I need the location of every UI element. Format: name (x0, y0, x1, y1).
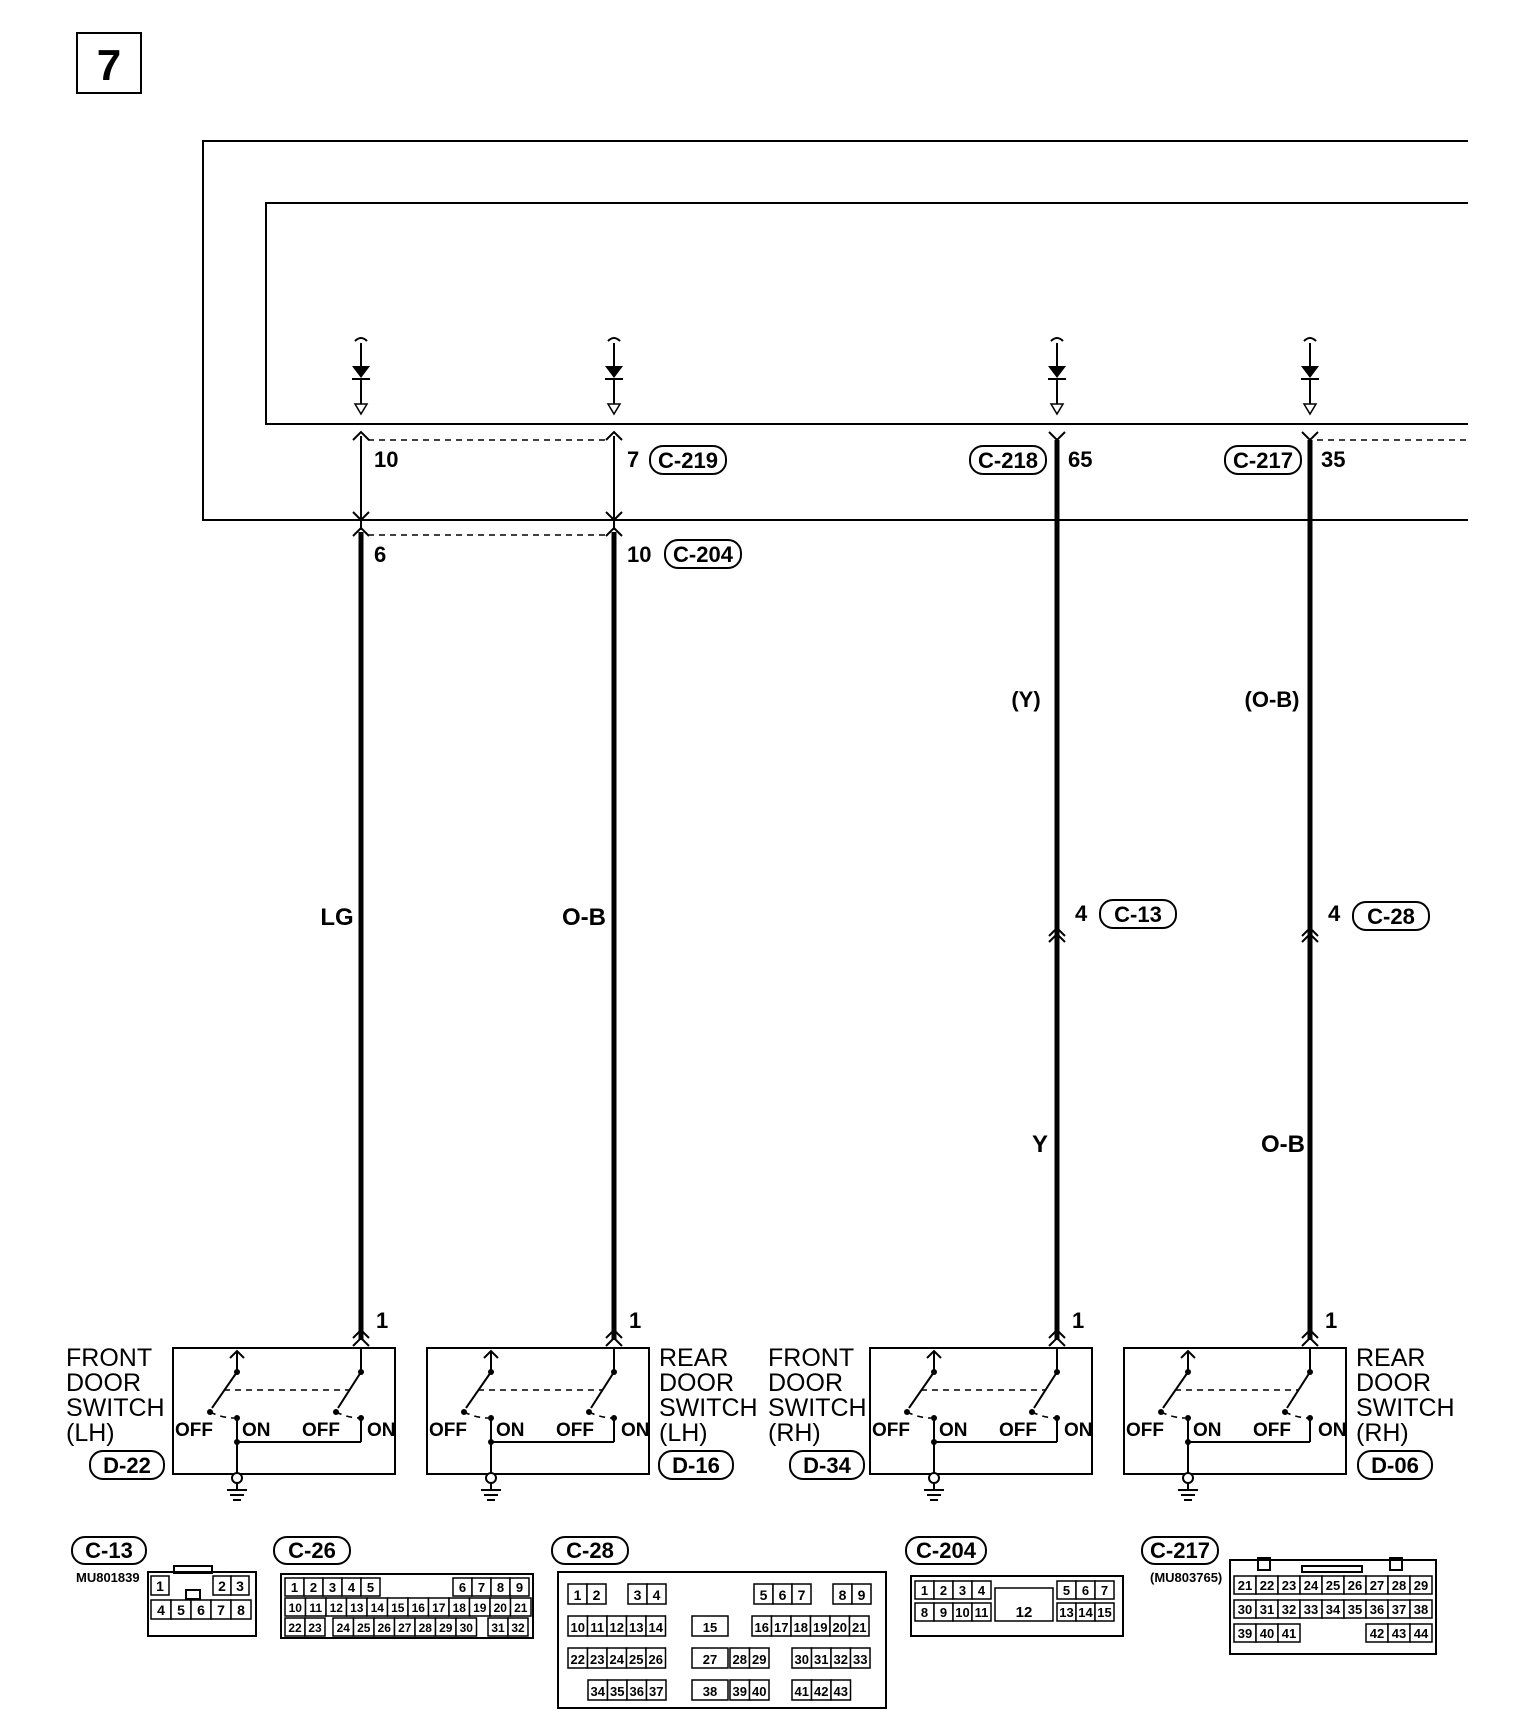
switch-name-line: SWITCH (1356, 1394, 1455, 1422)
pin-number: 19 (813, 1620, 828, 1635)
pin-4-c13: 4 (1075, 901, 1088, 926)
diode-icon (1048, 338, 1066, 414)
pin-number: 7 (1100, 1583, 1109, 1598)
pin-number: 8 (237, 1602, 245, 1618)
switch-name-line: FRONT (66, 1344, 153, 1372)
switch-name-line: DOOR (768, 1369, 843, 1397)
switch-code: D-22 (103, 1453, 151, 1478)
pin-number: 32 (1281, 1602, 1297, 1617)
pin-number: 31 (1259, 1602, 1275, 1617)
pin-number: 24 (1303, 1578, 1319, 1593)
connector-chevrons (353, 432, 1318, 1346)
switch-name-line: (LH) (659, 1419, 708, 1447)
pin-number: 8 (920, 1605, 929, 1620)
pin-number: 6 (778, 1587, 787, 1603)
pin-65: 65 (1068, 447, 1093, 472)
pin-number: 42 (1369, 1626, 1385, 1641)
state-on: ON (621, 1420, 650, 1441)
pin-number: 37 (649, 1684, 664, 1699)
pin-number: 6 (197, 1602, 205, 1618)
pin-number: 25 (357, 1621, 371, 1635)
pin-number: 14 (370, 1601, 384, 1615)
pin-number: 23 (308, 1621, 322, 1635)
pin-number: 39 (732, 1684, 747, 1699)
switch-name-line: (LH) (66, 1419, 115, 1447)
switch-name-line: FRONT (768, 1344, 855, 1372)
pin-number: 43 (1391, 1626, 1407, 1641)
pin-number: 37 (1391, 1602, 1407, 1617)
pin-number: 15 (391, 1601, 405, 1615)
pin-number: 26 (1347, 1578, 1363, 1593)
switch-code: D-06 (1371, 1453, 1419, 1478)
connector-view-c217 (1142, 1537, 1436, 1654)
pin-number: 19 (473, 1601, 487, 1615)
connector-c13: C-13 (1114, 902, 1162, 927)
switch-rear-door-lh (427, 1348, 650, 1500)
pin-number: 2 (592, 1587, 601, 1603)
switch-name-line: DOOR (1356, 1369, 1431, 1397)
diode-icon (1301, 338, 1319, 414)
pin-number: 22 (288, 1621, 302, 1635)
pin-number: 26 (377, 1621, 391, 1635)
pin-number: 16 (754, 1620, 769, 1635)
state-on: ON (242, 1420, 271, 1441)
connector-view-label: C-204 (916, 1538, 976, 1563)
state-on: ON (367, 1420, 396, 1441)
pin-number: 44 (1413, 1626, 1429, 1641)
pin-number: 2 (218, 1578, 226, 1594)
pin-number: 34 (590, 1684, 605, 1699)
pin-number: 33 (1303, 1602, 1319, 1617)
pin-number: 28 (732, 1652, 747, 1667)
pin-number: 5 (177, 1602, 185, 1618)
pin-number: 20 (832, 1620, 847, 1635)
connector-c204: C-204 (673, 542, 733, 567)
pin-number: 40 (752, 1684, 767, 1699)
pin-number: 27 (398, 1621, 412, 1635)
pin-number: 4 (157, 1602, 165, 1618)
pin-number: 33 (853, 1652, 868, 1667)
pin-number: 13 (350, 1601, 364, 1615)
pin-number: 10 (570, 1620, 585, 1635)
pin-number: 25 (1325, 1578, 1341, 1593)
pin-number: 5 (1062, 1583, 1071, 1598)
pin-number: 30 (459, 1621, 473, 1635)
pin-number: 9 (939, 1605, 948, 1620)
pin-number: 38 (702, 1684, 718, 1699)
pin-number: 27 (1369, 1578, 1385, 1593)
state-off: OFF (872, 1420, 910, 1441)
pin-number: 15 (1097, 1605, 1112, 1620)
pin-number: 5 (366, 1580, 375, 1595)
switch-pin-1: 1 (376, 1308, 389, 1333)
diode-icon (352, 338, 370, 414)
pin-number: 31 (491, 1621, 505, 1635)
pin-7: 7 (627, 447, 640, 472)
switch-code: D-34 (803, 1453, 851, 1478)
pin-number: 35 (1347, 1602, 1363, 1617)
wire-color-y-paren: (Y) (1011, 687, 1041, 712)
pin-number: 17 (432, 1601, 446, 1615)
pin-number: 27 (702, 1652, 718, 1667)
state-on: ON (496, 1420, 525, 1441)
pin-number: 21 (514, 1601, 528, 1615)
pin-number: 24 (609, 1652, 624, 1667)
pin-number: 25 (629, 1652, 644, 1667)
connector-view-label: C-28 (566, 1538, 614, 1563)
pin-number: 22 (1259, 1578, 1275, 1593)
pin-number: 43 (833, 1684, 848, 1699)
pin-number: 1 (920, 1583, 929, 1598)
pin-number: 1 (573, 1587, 582, 1603)
pin-number: 9 (857, 1587, 866, 1603)
state-off: OFF (999, 1420, 1037, 1441)
pin-number: 29 (1413, 1578, 1429, 1593)
pin-number: 21 (1237, 1578, 1253, 1593)
connector-c219: C-219 (658, 448, 718, 473)
pin-number: 36 (1369, 1602, 1385, 1617)
pin-number: 14 (648, 1620, 663, 1635)
switch-pin-1: 1 (629, 1308, 642, 1333)
connector-view-c204 (906, 1537, 1123, 1636)
pin-number: 30 (1237, 1602, 1253, 1617)
pin-number: 2 (309, 1580, 318, 1595)
pin-number: 11 (590, 1620, 605, 1635)
pin-number: 8 (838, 1587, 847, 1603)
state-off: OFF (1253, 1420, 1291, 1441)
pin-number: 32 (511, 1621, 525, 1635)
connector-view-label: C-26 (288, 1538, 336, 1563)
connector-view-c28 (552, 1537, 886, 1708)
pin-number: 3 (328, 1580, 337, 1595)
switch-name-line: DOOR (659, 1369, 734, 1397)
pin-number: 10 (288, 1601, 302, 1615)
pin-number: 6 (458, 1580, 467, 1595)
pin-number: 12 (609, 1620, 624, 1635)
connector-part-number: (MU803765) (1150, 1570, 1223, 1585)
pin-number: 28 (418, 1621, 432, 1635)
state-off: OFF (1126, 1420, 1164, 1441)
pin-number: 34 (1325, 1602, 1341, 1617)
pin-number: 17 (774, 1620, 789, 1635)
connector-view-c13 (72, 1537, 256, 1636)
pin-number: 40 (1259, 1626, 1275, 1641)
switch-name-line: SWITCH (659, 1394, 758, 1422)
pin-number: 4 (977, 1583, 986, 1598)
state-off: OFF (175, 1420, 213, 1441)
pin-number: 2 (939, 1583, 948, 1598)
pin-4-c28: 4 (1328, 901, 1341, 926)
switch-code: D-16 (672, 1453, 720, 1478)
switch-label-rear-rh (1356, 1344, 1455, 1479)
pin-number: 1 (290, 1580, 299, 1595)
pin-number: 35 (610, 1684, 625, 1699)
switch-name-line: REAR (659, 1344, 729, 1372)
pin-number: 7 (217, 1602, 225, 1618)
pin-number: 20 (493, 1601, 507, 1615)
pin-number: 39 (1237, 1626, 1253, 1641)
pin-10: 10 (374, 447, 399, 472)
pin-number: 18 (793, 1620, 808, 1635)
switch-pin-1: 1 (1325, 1308, 1338, 1333)
pin-number: 23 (590, 1652, 605, 1667)
pin-number: 24 (336, 1621, 350, 1635)
connector-view-label: C-217 (1150, 1538, 1210, 1563)
pin-6: 6 (374, 542, 387, 567)
state-on: ON (1193, 1420, 1222, 1441)
connector-c28: C-28 (1367, 904, 1415, 929)
pin-number: 14 (1078, 1605, 1093, 1620)
pin-number: 23 (1281, 1578, 1297, 1593)
pin-number: 28 (1391, 1578, 1407, 1593)
pin-number: 3 (633, 1587, 642, 1603)
pin-number: 3 (236, 1578, 244, 1594)
switch-label-front-lh (66, 1344, 165, 1479)
pin-number: 21 (852, 1620, 867, 1635)
wire-color-o-b-rh: O-B (1261, 1131, 1305, 1158)
pin-number: 13 (1059, 1605, 1074, 1620)
connector-c217: C-217 (1233, 448, 1293, 473)
switch-label-front-rh (768, 1344, 867, 1479)
state-off: OFF (429, 1420, 467, 1441)
switch-name-line: DOOR (66, 1369, 141, 1397)
wire-color-o-b: O-B (562, 904, 606, 931)
pin-number: 26 (648, 1652, 663, 1667)
pin-number: 7 (797, 1587, 806, 1603)
switch-name-line: REAR (1356, 1344, 1426, 1372)
pin-number: 16 (411, 1601, 425, 1615)
pin-10-c204: 10 (627, 542, 652, 567)
pin-number: 22 (570, 1652, 585, 1667)
pin-number: 36 (629, 1684, 644, 1699)
pin-number: 29 (752, 1652, 767, 1667)
pin-number: 18 (452, 1601, 466, 1615)
pin-35: 35 (1321, 447, 1346, 472)
pin-number: 13 (629, 1620, 644, 1635)
pin-number: 29 (439, 1621, 453, 1635)
connector-view-c26 (274, 1537, 533, 1638)
state-on: ON (1064, 1420, 1093, 1441)
connector-view-label: C-13 (85, 1538, 133, 1563)
pin-number: 12 (1015, 1604, 1033, 1621)
state-on: ON (939, 1420, 968, 1441)
pin-number: 30 (794, 1652, 809, 1667)
diode-symbols (352, 338, 1319, 414)
pin-number: 9 (515, 1580, 524, 1595)
pin-number: 6 (1081, 1583, 1090, 1598)
pin-number: 42 (814, 1684, 829, 1699)
pin-number: 32 (833, 1652, 848, 1667)
pin-number: 15 (702, 1620, 718, 1635)
pin-number: 3 (958, 1583, 967, 1598)
switch-rear-door-rh (1124, 1348, 1347, 1500)
pin-number: 5 (759, 1587, 768, 1603)
pin-number: 31 (814, 1652, 829, 1667)
switch-label-rear-lh (659, 1344, 758, 1479)
pin-number: 8 (496, 1580, 505, 1595)
pin-number: 41 (1281, 1626, 1297, 1641)
page-number: 7 (96, 41, 122, 90)
pin-number: 4 (347, 1580, 356, 1595)
pin-number: 7 (477, 1580, 486, 1595)
switch-name-line: (RH) (768, 1419, 821, 1447)
pin-number: 4 (652, 1587, 661, 1603)
pin-number: 12 (329, 1601, 343, 1615)
inner-module-outline (266, 203, 1468, 424)
pin-number: 38 (1413, 1602, 1429, 1617)
switch-front-door-lh (173, 1348, 396, 1500)
wire-color-y: Y (1031, 1131, 1049, 1158)
pin-number: 11 (309, 1601, 323, 1615)
switch-name-line: (RH) (1356, 1419, 1409, 1447)
switch-name-line: SWITCH (768, 1394, 867, 1422)
diode-icon (605, 338, 623, 414)
pin-number: 10 (955, 1605, 970, 1620)
switch-front-door-rh (870, 1348, 1093, 1500)
state-off: OFF (302, 1420, 340, 1441)
wire-color-lg: LG (320, 904, 354, 931)
connector-c218: C-218 (978, 448, 1038, 473)
connector-part-number: MU801839 (76, 1570, 140, 1585)
switch-pin-1: 1 (1072, 1308, 1085, 1333)
pin-number: 41 (794, 1684, 809, 1699)
pin-number: 11 (974, 1605, 989, 1620)
wire-color-o-b-paren: (O-B) (1244, 687, 1300, 712)
switch-name-line: SWITCH (66, 1394, 165, 1422)
state-on: ON (1318, 1420, 1347, 1441)
pin-number: 1 (156, 1578, 164, 1594)
state-off: OFF (556, 1420, 594, 1441)
